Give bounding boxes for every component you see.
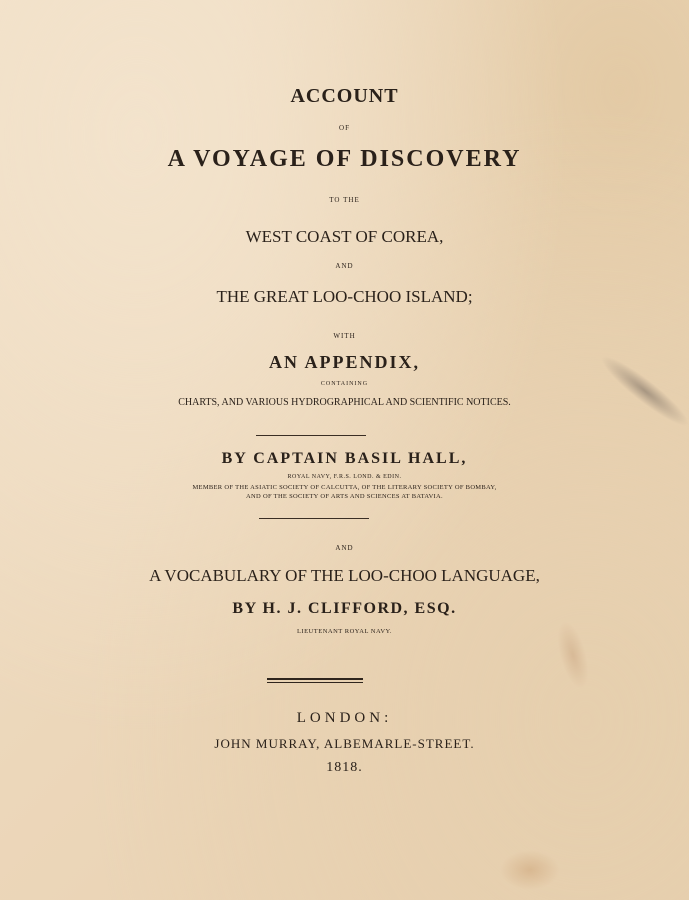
small-with: WITH [333,332,356,340]
hall-credentials-2: MEMBER OF THE ASIATIC SOCIETY OF CALCUTTA, OF THE LITERARY SOCIETY OF BOMBAY, [192,484,497,491]
small-of: OF [339,124,350,132]
imprint-city: LONDON: [296,710,393,726]
appendix-line: AN APPENDIX, [268,352,420,372]
hall-credentials-1: ROYAL NAVY, F.R.S. LOND. & EDIN. [287,474,402,480]
main-title: A VOYAGE OF DISCOVERY [167,146,522,172]
small-to-the: TO THE [329,196,360,204]
small-and-1: AND [335,262,354,270]
paper-stain [500,850,560,890]
vocabulary-line: A VOCABULARY OF THE LOO-CHOO LANGUAGE, [149,566,540,585]
imprint-year: 1818. [326,760,363,775]
author-hall: BY CAPTAIN BASIL HALL, [221,450,468,467]
clifford-rank: LIEUTENANT ROYAL NAVY. [296,628,393,635]
heading-account: ACCOUNT [290,85,399,107]
divider-rule-2 [259,518,369,519]
author-clifford: BY H. J. CLIFFORD, ESQ. [232,600,457,617]
divider-rule-1 [256,435,366,436]
imprint-publisher: JOHN MURRAY, ALBEMARLE-STREET. [214,736,475,751]
west-coast-line: WEST COAST OF COREA, [245,227,444,246]
hall-credentials-3: AND OF THE SOCIETY OF ARTS AND SCIENCES AT BATAVIA. [246,493,443,500]
small-containing: CONTAINING [320,381,369,387]
charts-notices-line: CHARTS, AND VARIOUS HYDROGRAPHICAL AND SCIENTIFIC NOTICES. [178,397,511,408]
loo-choo-island-line: THE GREAT LOO-CHOO ISLAND; [216,287,473,306]
divider-rule-3 [267,678,363,683]
small-and-2: AND [335,544,354,552]
